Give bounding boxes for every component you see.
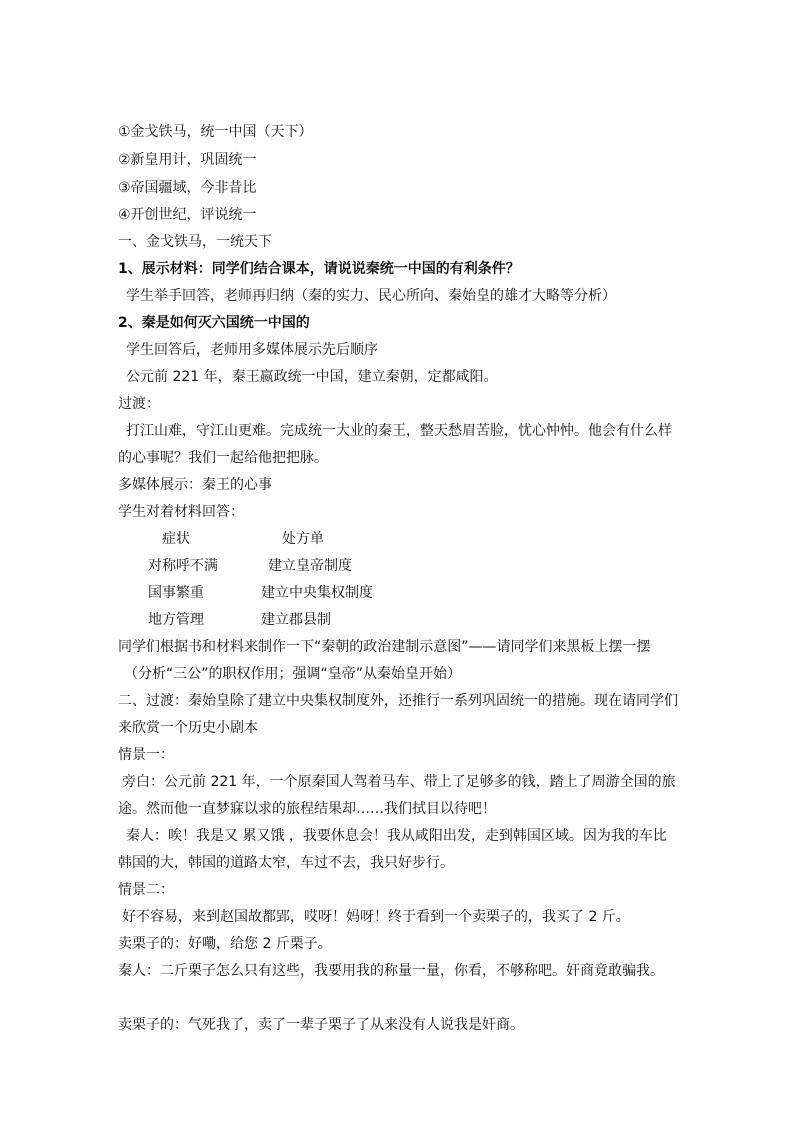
table-cell-prescription: 建立皇帝制度 <box>268 558 352 574</box>
document-page: ①金戈铁马，统一中国（天下） ②新皇用计，巩固统一 ③帝国疆域，今非昔比 ④开创世纪，评说统一 一、金戈铁马，一统天下 1、展示材料：同学们结合课本，请说说秦统一中国的有利条件？ 学生举手回答，老师再归纳（秦的实力、民心所向、秦始皇的雄才大略等分析） 2、秦是如何灭六国统一中国的 学生回答后，老师用多媒体展示先后顺序 公元前 221 年，秦王嬴政统一中国，建立秦朝，定都咸阳。 过渡： 打江山难，守江山更难。完成统一大业的秦王，整天愁眉苦脸，忧心忡忡。他会有什么样 的心事呢？我们一起给他把把脉。 多媒体展示：秦王的心事 学生对着材料回答： 症状 处方单 对称呼不满 建立皇帝制度 国事繁重 建立中央集权制度 地方管理 建立郡县制 同学们根据书和材料来制作一下“秦朝的政治建制示意图”——请同学们来黑板上摆一摆 （分析“三公”的职权作用；强调“皇帝”从秦始皇开始） 二、过渡：秦始皇除了建立中央集权制度外，还推行一系列巩固统一的措施。现在请同学们 来欣赏一个历史小剧本 情景一： 旁白：公元前 221 年，一个原秦国人驾着马车、带上了足够多的钱，踏上了周游全国的旅 途。然而他一直梦寐以求的旅程结果却……我们拭目以待吧！ 秦人：唉！我是又 累又饿 ，我要休息会！我从咸阳出发，走到韩国区域。因为我的车比 韩国的大，韩国的道路太窄，车过不去，我只好步行。 情景二： 好不容易，来到赵国故都郢，哎呀！妈呀！终于看到一个卖栗子的，我买了 2 斤。 卖栗子的：好嘞，给您 2 斤栗子。 秦人：二斤栗子怎么只有这些，我要用我的称量一量，你看，不够称吧。奸商竟敢骗我。 卖栗子的：气死我了，卖了一辈子栗子了从来没有人说我是奸商。 <box>118 124 678 1033</box>
table-cell-prescription: 建立中央集权制度 <box>261 585 373 601</box>
table-header-symptom: 症状 <box>162 531 190 547</box>
table-cell-symptom: 对称呼不满 <box>148 558 218 574</box>
table-cell-symptom: 国事繁重 <box>148 585 204 601</box>
table-cell-prescription: 建立郡县制 <box>261 612 331 628</box>
table-cell-symptom: 地方管理 <box>148 612 204 628</box>
table-header-prescription: 处方单 <box>282 531 324 547</box>
